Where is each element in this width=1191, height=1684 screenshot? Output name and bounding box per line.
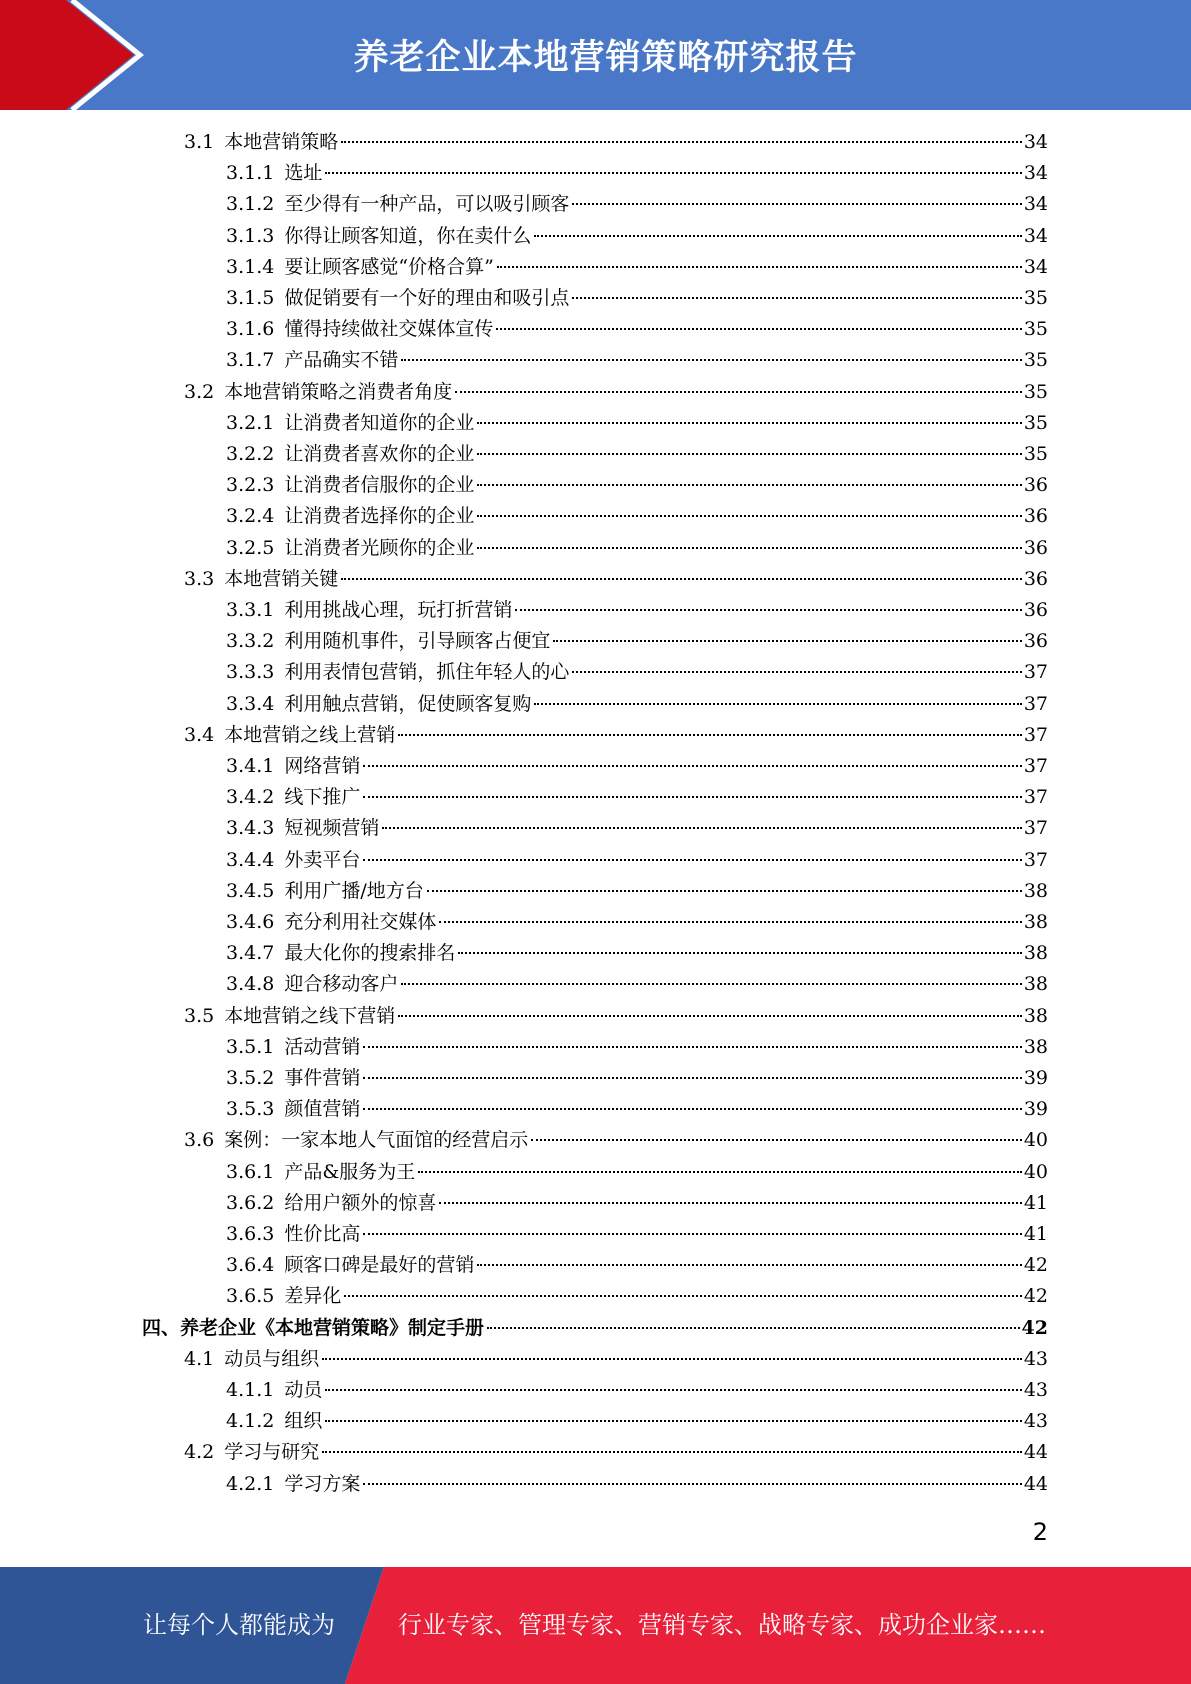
toc-dot-leader <box>515 609 1021 611</box>
toc-entry[interactable] <box>184 377 1048 408</box>
toc-dot-leader <box>458 952 1021 954</box>
toc-dot-leader <box>418 1171 1022 1173</box>
toc-entry-number: 3.4 <box>184 723 215 746</box>
toc-entry-number: 3.1.4 <box>226 255 275 278</box>
toc-entry[interactable] <box>226 845 1048 876</box>
toc-entry-number: 3.1.6 <box>226 318 275 341</box>
toc-entry-title: 动员 <box>284 1379 323 1401</box>
toc-entry-page: 38 <box>1023 1004 1048 1027</box>
toc-entry-number: 3.3.4 <box>226 692 275 715</box>
toc-entry-title: 让消费者知道你的企业 <box>284 411 475 434</box>
toc-dot-leader <box>341 578 1022 580</box>
toc-dot-leader <box>534 703 1021 705</box>
toc-entry-number: 3.2.1 <box>226 411 275 434</box>
toc-dot-leader <box>363 1108 1021 1110</box>
toc-dot-leader <box>401 359 1021 361</box>
toc-entry[interactable] <box>226 689 1048 720</box>
toc-entry[interactable] <box>226 876 1048 907</box>
toc-entry[interactable] <box>226 439 1048 470</box>
toc-entry-title: 让消费者光顾你的企业 <box>284 536 475 559</box>
toc-entry-page: 34 <box>1023 255 1048 278</box>
toc-entry[interactable] <box>226 813 1048 844</box>
toc-entry-page: 35 <box>1023 380 1048 403</box>
toc-entry-number: 3.2 <box>184 380 215 403</box>
toc-entry[interactable] <box>226 158 1048 189</box>
toc-entry-page: 38 <box>1023 942 1048 965</box>
toc-entry-title: 利用表情包营销，抓住年轻人的心 <box>284 661 570 684</box>
document-title: 养老企业本地营销策略研究报告 <box>353 38 858 78</box>
toc-dot-leader <box>455 391 1022 393</box>
toc-dot-leader <box>477 453 1021 455</box>
toc-entry[interactable] <box>226 626 1048 657</box>
toc-entry-page: 41 <box>1023 1191 1048 1214</box>
toc-entry-title: 事件营销 <box>284 1067 361 1089</box>
toc-dot-leader <box>325 172 1021 174</box>
toc-entry[interactable] <box>226 938 1048 969</box>
toc-entry-page: 37 <box>1023 755 1048 777</box>
toc-entry[interactable] <box>226 533 1048 564</box>
toc-dot-leader <box>572 671 1021 673</box>
toc-entry-number: 3.3.1 <box>226 599 275 621</box>
toc-entry-page: 34 <box>1023 193 1048 216</box>
toc-entry-number: 3.3.2 <box>226 630 275 653</box>
toc-entry-number: 3.6.3 <box>226 1223 275 1245</box>
toc-entry-page: 38 <box>1023 1035 1048 1058</box>
toc-entry-number: 3.1.3 <box>226 224 275 247</box>
toc-entry[interactable] <box>226 969 1048 1000</box>
toc-entry[interactable] <box>184 564 1048 595</box>
toc-entry-page: 40 <box>1023 1160 1048 1183</box>
toc-entry[interactable] <box>226 1281 1048 1312</box>
toc-entry[interactable] <box>226 252 1048 283</box>
toc-dot-leader <box>497 266 1022 268</box>
toc-entry-page: 44 <box>1023 1441 1048 1464</box>
toc-dot-leader <box>477 484 1021 486</box>
toc-entry-page: 37 <box>1023 817 1048 840</box>
toc-entry-page: 35 <box>1023 349 1048 372</box>
toc-entry-title: 给用户额外的惊喜 <box>284 1191 437 1214</box>
toc-dot-leader <box>325 1389 1021 1391</box>
toc-entry[interactable] <box>184 720 1048 751</box>
toc-entry-page: 44 <box>1023 1472 1048 1495</box>
toc-entry[interactable] <box>184 1344 1048 1375</box>
toc-entry-page: 38 <box>1023 879 1048 902</box>
toc-entry[interactable] <box>184 127 1048 158</box>
toc-entry-number: 3.5.3 <box>226 1098 275 1121</box>
toc-entry-page: 42 <box>1023 1285 1048 1308</box>
toc-entry-page: 41 <box>1023 1223 1048 1245</box>
toc-entry-number: 3.1.7 <box>226 349 275 372</box>
toc-entry[interactable] <box>226 283 1048 314</box>
toc-entry-title: 网络营销 <box>284 755 361 777</box>
toc-entry-title: 让消费者喜欢你的企业 <box>284 443 475 465</box>
toc-dot-leader <box>477 422 1021 424</box>
toc-entry[interactable] <box>226 1406 1048 1437</box>
toc-entry-title: 利用广播/地方台 <box>284 879 424 902</box>
toc-entry-title: 外卖平台 <box>284 848 361 871</box>
toc-entry[interactable] <box>226 408 1048 439</box>
toc-dot-leader <box>363 1077 1021 1079</box>
toc-dot-leader <box>477 1264 1021 1266</box>
toc-entry[interactable] <box>226 1250 1048 1281</box>
toc-entry[interactable] <box>184 1001 1048 1032</box>
toc-dot-leader <box>363 1233 1021 1235</box>
page-number: 2 <box>1032 1518 1048 1546</box>
toc-entry[interactable] <box>226 782 1048 813</box>
toc-entry-title: 本地营销策略之消费者角度 <box>224 380 453 403</box>
toc-entry-number: 3.3.3 <box>226 661 275 684</box>
toc-entry-page: 37 <box>1023 723 1048 746</box>
toc-entry-page: 37 <box>1023 661 1048 684</box>
toc-entry-page: 42 <box>1021 1316 1048 1339</box>
toc-entry-page: 39 <box>1023 1098 1048 1121</box>
toc-entry-title: 让消费者信服你的企业 <box>284 474 475 497</box>
toc-entry-page: 36 <box>1023 505 1048 528</box>
toc-entry-title: 利用随机事件，引导顾客占便宜 <box>284 630 551 653</box>
toc-entry-title: 动员与组织 <box>224 1347 320 1370</box>
toc-entry[interactable] <box>226 1188 1048 1219</box>
toc-entry-page: 43 <box>1023 1410 1048 1433</box>
toc-entry-title: 要让顾客感觉“价格合算” <box>284 255 494 278</box>
toc-entry-page: 35 <box>1023 443 1048 465</box>
toc-entry-page: 38 <box>1023 973 1048 996</box>
toc-entry-title: 颜值营销 <box>284 1098 361 1121</box>
toc-entry-page: 43 <box>1023 1379 1048 1401</box>
toc-dot-leader <box>363 1046 1021 1048</box>
toc-entry-page: 36 <box>1023 474 1048 497</box>
toc-entry-number: 3.4.6 <box>226 911 275 933</box>
toc-dot-leader <box>487 1327 1020 1329</box>
toc-entry-number: 4.1 <box>184 1347 215 1370</box>
toc-entry-page: 34 <box>1023 224 1048 247</box>
toc-entry-number: 3.4.1 <box>226 755 275 777</box>
toc-entry-title: 迎合移动客户 <box>284 973 399 996</box>
toc-entry[interactable] <box>226 1094 1048 1125</box>
toc-entry-page: 34 <box>1023 131 1048 153</box>
toc-entry-title: 组织 <box>284 1410 323 1433</box>
toc-entry-title: 最大化你的搜索排名 <box>284 942 456 965</box>
toc-entry-number: 3.3 <box>184 567 215 590</box>
toc-entry[interactable] <box>142 1313 1048 1344</box>
toc-entry[interactable] <box>226 1063 1048 1094</box>
toc-entry-page: 35 <box>1023 318 1048 341</box>
toc-entry[interactable] <box>226 470 1048 501</box>
toc-entry-title: 利用触点营销，促使顾客复购 <box>284 692 532 715</box>
toc-entry[interactable] <box>226 1032 1048 1063</box>
toc-entry-page: 37 <box>1023 692 1048 715</box>
toc-entry-page: 34 <box>1023 162 1048 185</box>
toc-entry-number: 3.4.2 <box>226 786 275 809</box>
toc-entry[interactable] <box>226 657 1048 688</box>
toc-entry[interactable] <box>226 1375 1048 1406</box>
toc-entry-title: 懂得持续做社交媒体宣传 <box>284 318 494 341</box>
toc-entry-title: 性价比高 <box>284 1223 361 1245</box>
toc-entry-title: 你得让顾客知道，你在卖什么 <box>284 224 532 247</box>
toc-entry-number: 3.6.1 <box>226 1160 275 1183</box>
toc-entry-title: 产品确实不错 <box>284 349 399 372</box>
toc-dot-leader <box>322 1358 1022 1360</box>
toc-entry-title: 至少得有一种产品，可以吸引顾客 <box>284 193 570 216</box>
toc-entry-page: 35 <box>1023 411 1048 434</box>
toc-entry[interactable] <box>226 189 1048 220</box>
toc-entry[interactable] <box>226 907 1048 938</box>
toc-entry-title: 短视频营销 <box>284 817 380 840</box>
toc-entry-page: 36 <box>1023 630 1048 653</box>
toc-entry-title: 顾客口碑是最好的营销 <box>284 1254 475 1277</box>
toc-dot-leader <box>572 297 1021 299</box>
toc-entry-page: 37 <box>1023 786 1048 809</box>
toc-entry-number: 3.5 <box>184 1004 215 1027</box>
toc-dot-leader <box>477 515 1021 517</box>
toc-entry-title: 线下推广 <box>284 786 361 809</box>
toc-dot-leader <box>477 547 1021 549</box>
toc-dot-leader <box>398 734 1022 736</box>
toc-entry-title: 本地营销关键 <box>224 567 339 590</box>
toc-entry-number: 3.4.5 <box>226 879 275 902</box>
toc-entry[interactable] <box>226 1219 1048 1250</box>
toc-entry-number: 4.2 <box>184 1441 215 1464</box>
toc-entry-number: 3.2.5 <box>226 536 275 559</box>
toc-dot-leader <box>439 1202 1021 1204</box>
page-footer <box>0 1567 1191 1684</box>
toc-entry[interactable] <box>226 501 1048 532</box>
footer-slogan-right: 行业专家、管理专家、营销专家、战略专家、成功企业家…… <box>398 1611 1046 1639</box>
toc-dot-leader <box>496 328 1021 330</box>
toc-entry-title: 充分利用社交媒体 <box>284 911 437 933</box>
toc-entry-number: 3.5.2 <box>226 1067 275 1089</box>
toc-entry-title: 做促销要有一个好的理由和吸引点 <box>284 287 570 309</box>
toc-entry-number: 3.4.4 <box>226 848 275 871</box>
toc-entry-number: 3.1 <box>184 131 215 153</box>
toc-dot-leader <box>572 203 1021 205</box>
toc-entry-page: 39 <box>1023 1067 1048 1089</box>
toc-entry-page: 40 <box>1023 1129 1048 1152</box>
toc-dot-leader <box>401 983 1021 985</box>
toc-entry-title: 本地营销之线上营销 <box>224 723 396 746</box>
toc-dot-leader <box>382 827 1021 829</box>
toc-entry-number: 3.1.5 <box>226 287 275 309</box>
toc-entry-page: 36 <box>1023 536 1048 559</box>
footer-slogan-left: 让每个人都能成为 <box>143 1611 335 1639</box>
toc-entry[interactable] <box>184 1125 1048 1156</box>
toc-entry-number: 3.2.3 <box>226 474 275 497</box>
toc-entry-page: 42 <box>1023 1254 1048 1277</box>
toc-entry-number: 3.6.2 <box>226 1191 275 1214</box>
toc-entry-number: 3.5.1 <box>226 1035 275 1058</box>
toc-entry-number: 3.1.1 <box>226 162 275 185</box>
toc-entry-title: 学习与研究 <box>224 1441 320 1464</box>
toc-entry-title: 本地营销策略 <box>224 131 339 153</box>
toc-entry-number: 3.2.4 <box>226 505 275 528</box>
toc-dot-leader <box>439 921 1021 923</box>
toc-entry-title: 学习方案 <box>284 1472 361 1495</box>
toc-dot-leader <box>363 796 1021 798</box>
toc-entry[interactable] <box>184 1437 1048 1468</box>
toc-dot-leader <box>363 859 1021 861</box>
toc-entry-number: 3.1.2 <box>226 193 275 216</box>
toc-entry-title: 差异化 <box>284 1285 342 1308</box>
toc-entry-number: 4.1.1 <box>226 1379 275 1401</box>
toc-entry-number: 3.6 <box>184 1129 215 1152</box>
toc-entry-title: 利用挑战心理，玩打折营销 <box>284 599 513 621</box>
toc-entry[interactable] <box>226 595 1048 626</box>
toc-entry-number: 3.6.5 <box>226 1285 275 1308</box>
toc-entry-number: 4.2.1 <box>226 1472 275 1495</box>
toc-dot-leader <box>553 640 1021 642</box>
toc-dot-leader <box>398 1015 1022 1017</box>
toc-entry-page: 36 <box>1023 599 1048 621</box>
toc-dot-leader <box>531 1139 1022 1141</box>
toc-dot-leader <box>363 1483 1021 1485</box>
toc-entry-page: 37 <box>1023 848 1048 871</box>
toc-dot-leader <box>325 1420 1021 1422</box>
toc-dot-leader <box>427 890 1022 892</box>
toc-entry-title: 四、养老企业《本地营销策略》制定手册 <box>142 1316 485 1339</box>
toc-entry-number: 4.1.2 <box>226 1410 275 1433</box>
toc-entry-number: 3.4.8 <box>226 973 275 996</box>
toc-entry-title: 选址 <box>284 162 323 185</box>
toc-entry-number: 3.4.7 <box>226 942 275 965</box>
toc-entry-title: 案例：一家本地人气面馆的经营启示 <box>224 1129 529 1152</box>
toc-entry[interactable] <box>226 1157 1048 1188</box>
toc-entry-page: 38 <box>1023 911 1048 933</box>
toc-entry-number: 3.2.2 <box>226 443 275 465</box>
toc-dot-leader <box>322 1451 1022 1453</box>
toc-entry[interactable] <box>226 345 1048 376</box>
toc-entry[interactable] <box>226 221 1048 252</box>
toc-entry-page: 35 <box>1023 287 1048 309</box>
toc-entry-title: 活动营销 <box>284 1035 361 1058</box>
toc-dot-leader <box>534 235 1021 237</box>
toc-dot-leader <box>363 765 1021 767</box>
toc-entry[interactable] <box>226 1469 1048 1500</box>
toc-entry-title: 产品&服务为王 <box>284 1160 416 1183</box>
page-header <box>0 0 1191 110</box>
toc-entry-page: 43 <box>1023 1347 1048 1370</box>
toc-entry-title: 本地营销之线下营销 <box>224 1004 396 1027</box>
toc-dot-leader <box>344 1295 1021 1297</box>
toc-entry-title: 让消费者选择你的企业 <box>284 505 475 528</box>
toc-entry-page: 36 <box>1023 567 1048 590</box>
toc-entry[interactable] <box>226 314 1048 345</box>
toc-entry-number: 3.4.3 <box>226 817 275 840</box>
toc-dot-leader <box>341 141 1022 143</box>
toc-entry[interactable] <box>226 751 1048 782</box>
toc-entry-number: 3.6.4 <box>226 1254 275 1277</box>
